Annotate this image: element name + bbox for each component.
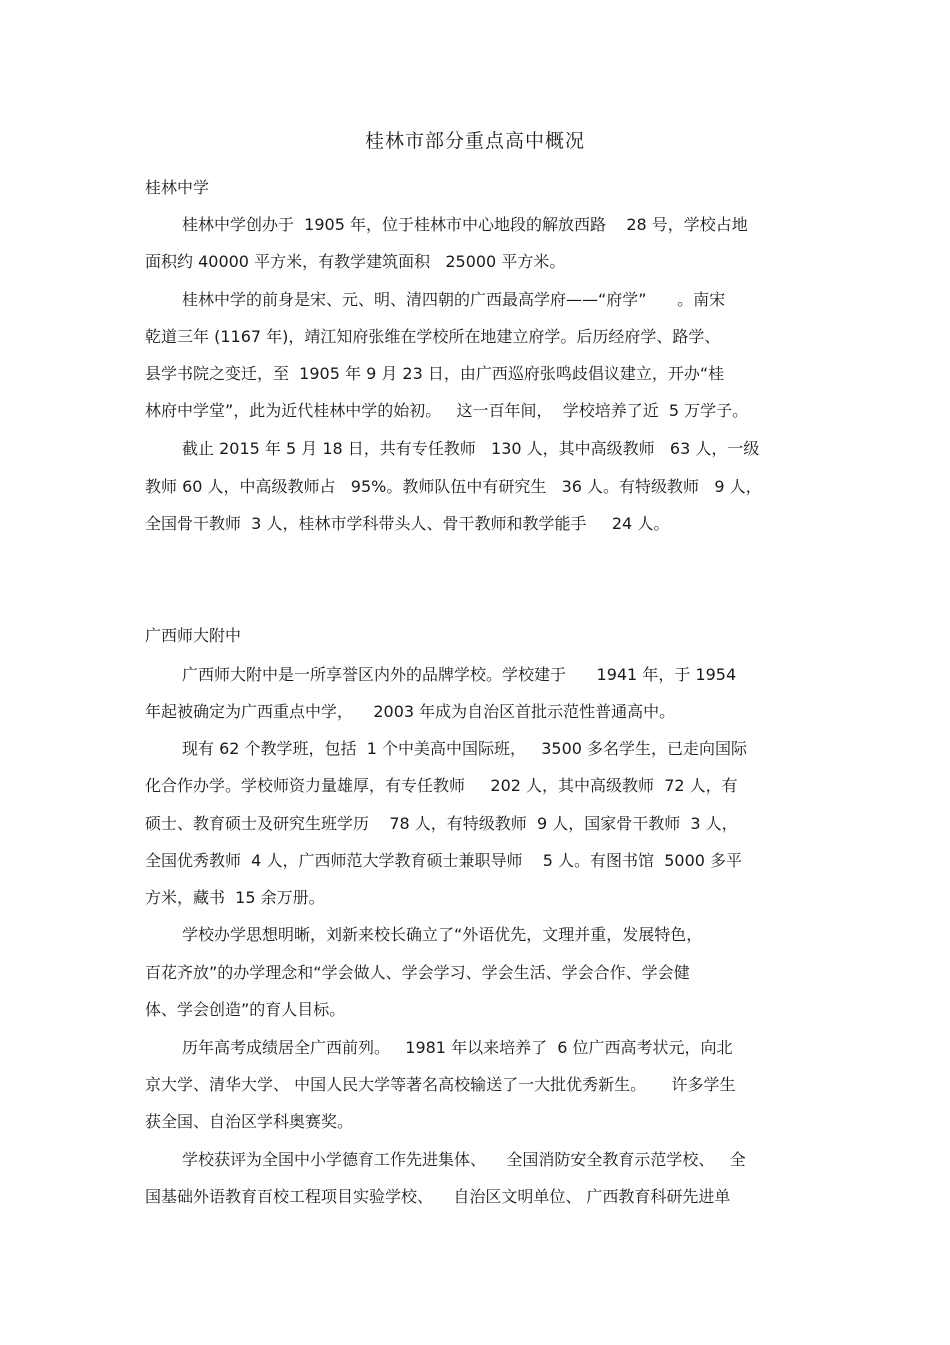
paragraph-line: 截止 2015 年 5 月 18 日，共有专任教师 130 人，其中高级教师 63 人，一级 bbox=[182, 439, 760, 458]
paragraph-line: 学校办学思想明晰，刘新来校长确立了“外语优先，文理并重，发展特色， bbox=[182, 925, 703, 944]
paragraph-line: 体、学会创造”的育人目标。 bbox=[145, 1000, 346, 1019]
paragraph-line: 教师 60 人，中高级教师占 95%。教师队伍中有研究生 36 人。有特级教师 9 人， bbox=[145, 477, 762, 496]
paragraph-line: 全国骨干教师 3 人，桂林市学科带头人、骨干教师和教学能手 24 人。 bbox=[145, 514, 670, 533]
paragraph-line: 京大学、清华大学、 中国人民大学等著名高校输送了一大批优秀新生。 许多学生 bbox=[145, 1075, 736, 1094]
page-title: 桂林市部分重点高中概况 bbox=[364, 130, 585, 152]
paragraph-line: 面积约 40000 平方米，有教学建筑面积 25000 平方米。 bbox=[145, 252, 566, 271]
paragraph-line: 全国优秀教师 4 人，广西师范大学教育硕士兼职导师 5 人。有图书馆 5000 多平 bbox=[145, 851, 743, 870]
paragraph-line: 硕士、教育硕士及研究生班学历 78 人，有特级教师 9 人，国家骨干教师 3 人， bbox=[145, 814, 738, 833]
paragraph-line: 广西师大附中是一所享誉区内外的品牌学校。学校建于 1941 年，于 1954 bbox=[182, 665, 737, 684]
paragraph-line: 学校获评为全国中小学德育工作先进集体、 全国消防安全教育示范学校、 全 bbox=[182, 1150, 746, 1169]
paragraph-line: 现有 62 个教学班，包括 1 个中美高中国际班， 3500 多名学生，已走向国际 bbox=[182, 739, 748, 758]
section-heading-gxnu-affiliated-school: 广西师大附中 bbox=[145, 626, 242, 645]
paragraph-line: 方米，藏书 15 余万册。 bbox=[145, 888, 325, 907]
paragraph-line: 桂林中学的前身是宋、元、明、清四朝的广西最高学府——“府学” 。南宋 bbox=[182, 290, 726, 309]
section-heading-guilin-middle-school: 桂林中学 bbox=[145, 178, 210, 197]
paragraph-line: 国基础外语教育百校工程项目实验学校、 自治区文明单位、 广西教育科研先进单 bbox=[145, 1187, 731, 1206]
paragraph-line: 百花齐放”的办学理念和“学会做人、学会学习、学会生活、学会合作、学会健 bbox=[145, 963, 690, 982]
paragraph-line: 年起被确定为广西重点中学， 2003 年成为自治区首批示范性普通高中。 bbox=[145, 702, 676, 721]
paragraph-line: 获全国、自治区学科奥赛奖。 bbox=[145, 1112, 354, 1131]
paragraph-line: 历年高考成绩居全广西前列。 1981 年以来培养了 6 位广西高考状元，向北 bbox=[182, 1038, 733, 1057]
paragraph-line: 桂林中学创办于 1905 年，位于桂林市中心地段的解放西路 28 号，学校占地 bbox=[182, 215, 748, 234]
paragraph-line: 化合作办学。学校师资力量雄厚，有专任教师 202 人，其中高级教师 72 人，有 bbox=[145, 776, 738, 795]
paragraph-line: 林府中学堂”，此为近代桂林中学的始初。 这一百年间， 学校培养了近 5 万学子。 bbox=[145, 401, 749, 420]
paragraph-line: 县学书院之变迁，至 1905 年 9 月 23 日，由广西巡府张鸣歧倡议建立，开办“桂 bbox=[145, 364, 725, 383]
paragraph-line: 乾道三年 (1167 年)，靖江知府张维在学校所在地建立府学。后历经府学、路学、 bbox=[145, 327, 721, 346]
